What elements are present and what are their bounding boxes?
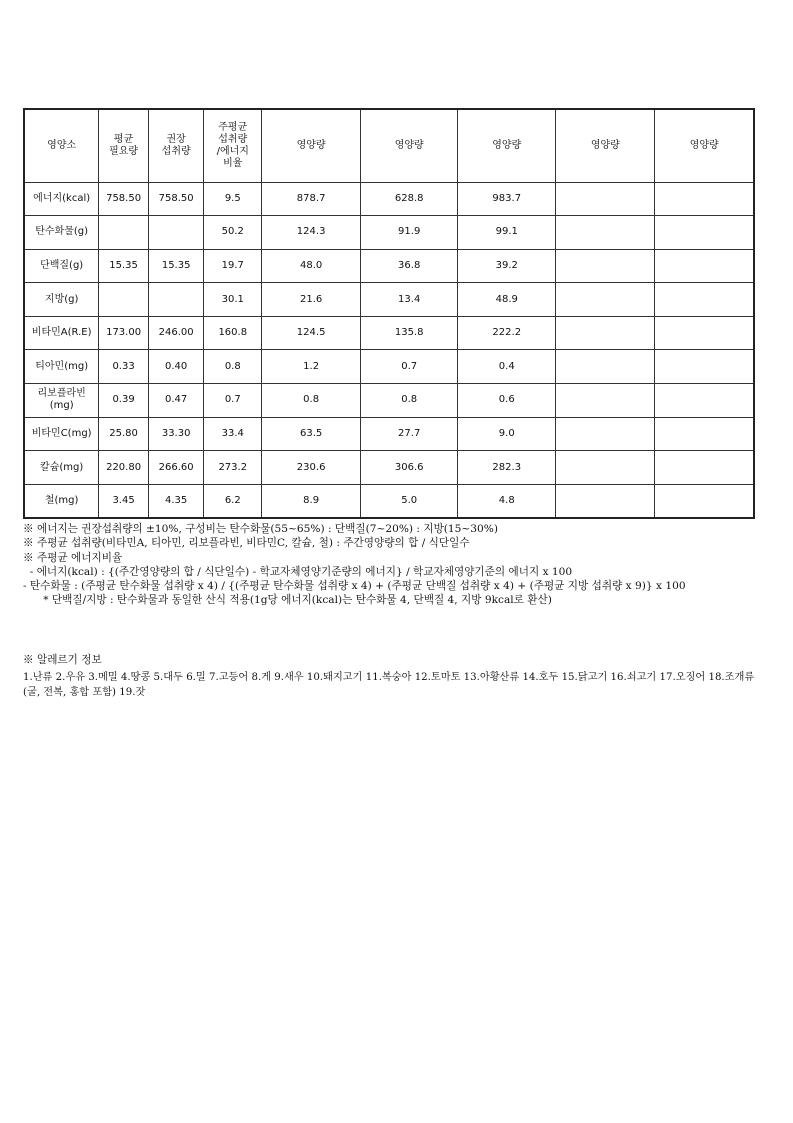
header-weekly-avg-intake: 주평균 섭취량 /에너지 비율: [204, 109, 262, 182]
value-cell: 9.0: [458, 417, 556, 451]
value-cell: 63.5: [262, 417, 361, 451]
value-cell: 5.0: [361, 484, 458, 518]
value-cell: 160.8: [204, 316, 262, 350]
value-cell: [655, 417, 754, 451]
table-row: [24, 350, 754, 384]
value-cell: [556, 249, 655, 283]
value-cell: [148, 283, 204, 317]
value-cell: 13.4: [361, 283, 458, 317]
note-energy: ※ 에너지는 권장섭취량의 ±10%, 구성비는 탄수화물(55~65%) : 단백질(7~20%) : 지방(15~30%): [23, 523, 498, 535]
table-row: [24, 484, 754, 518]
value-cell: [556, 283, 655, 317]
value-cell: 48.0: [262, 249, 361, 283]
nutrient-name-cell: 티아민(mg): [24, 350, 99, 384]
nutrient-name-cell: 지방(g): [24, 283, 99, 317]
table-header-row: [24, 109, 754, 182]
value-cell: 306.6: [361, 451, 458, 485]
value-cell: 0.33: [99, 350, 149, 384]
value-cell: 135.8: [361, 316, 458, 350]
value-cell: 39.2: [458, 249, 556, 283]
value-cell: [556, 216, 655, 250]
header-nutrition-2: 영양량: [361, 109, 458, 182]
table-row: [24, 216, 754, 250]
value-cell: 983.7: [458, 182, 556, 216]
note-carb-formula: - 탄수화물 : (주평균 탄수화물 섭취량 x 4) / {(주평균 탄수화물 섭취량 x 4) + (주평균 단백질 섭취량 x 4) + (주평균 지방 섭취량 x 9)} x 100: [23, 580, 686, 593]
note-weekly-avg: ※ 주평균 섭취량(비타민A, 티아민, 리보플라빈, 비타민C, 칼슘, 철) : 주간영양량의 합 / 식단일수: [23, 537, 470, 550]
allergy-title: ※ 알레르기 정보: [23, 654, 102, 666]
nutrient-name-cell: 칼슘(mg): [24, 451, 99, 485]
value-cell: 0.7: [361, 350, 458, 384]
value-cell: [556, 484, 655, 518]
header-nutrient: 영양소: [24, 109, 99, 182]
value-cell: [655, 249, 754, 283]
value-cell: 0.39: [99, 384, 149, 418]
header-nutrition-4: 영양량: [556, 109, 655, 182]
value-cell: 0.47: [148, 384, 204, 418]
value-cell: [148, 216, 204, 250]
value-cell: 0.8: [262, 384, 361, 418]
value-cell: 33.30: [148, 417, 204, 451]
table-row: [24, 451, 754, 485]
allergy-list: 1.난류 2.우유 3.메밀 4.땅콩 5.대두 6.밀 7.고등어 8.게 9.새우 10.돼지고기 11.복숭아 12.토마토 13.아황산류 14.호두 15.닭고기 16.쇠고기 17.오징어 18.조개류(굴, 전복, 홍합 포함) 19.잣: [23, 672, 755, 698]
value-cell: [556, 350, 655, 384]
value-cell: 628.8: [361, 182, 458, 216]
value-cell: 124.3: [262, 216, 361, 250]
value-cell: 230.6: [262, 451, 361, 485]
notes-block: [23, 522, 783, 608]
value-cell: [655, 384, 754, 418]
note-energy-ratio-title: ※ 주평균 에너지비율: [23, 551, 123, 564]
value-cell: 21.6: [262, 283, 361, 317]
value-cell: 0.4: [458, 350, 556, 384]
value-cell: 758.50: [148, 182, 204, 216]
value-cell: 758.50: [99, 182, 149, 216]
value-cell: [655, 451, 754, 485]
value-cell: [655, 216, 754, 250]
value-cell: 0.8: [204, 350, 262, 384]
header-nutrition-5: 영양량: [655, 109, 754, 182]
value-cell: [556, 316, 655, 350]
value-cell: 8.9: [262, 484, 361, 518]
value-cell: 4.35: [148, 484, 204, 518]
nutrient-name-cell: 비타민A(R.E): [24, 316, 99, 350]
value-cell: 30.1: [204, 283, 262, 317]
value-cell: [556, 182, 655, 216]
value-cell: 0.40: [148, 350, 204, 384]
value-cell: 220.80: [99, 451, 149, 485]
value-cell: 50.2: [204, 216, 262, 250]
value-cell: [99, 216, 149, 250]
table-row: [24, 384, 754, 418]
value-cell: 4.8: [458, 484, 556, 518]
value-cell: 282.3: [458, 451, 556, 485]
value-cell: [99, 283, 149, 317]
value-cell: 48.9: [458, 283, 556, 317]
value-cell: 6.2: [204, 484, 262, 518]
value-cell: 173.00: [99, 316, 149, 350]
value-cell: 15.35: [148, 249, 204, 283]
note-energy-formula: - 에너지(kcal) : {(주간영양량의 합 / 식단일수) - 학교자체영양기준량의 에너지} / 학교자체영양기준의 에너지 x 100: [23, 565, 573, 578]
nutrient-name-cell: 단백질(g): [24, 249, 99, 283]
value-cell: 33.4: [204, 417, 262, 451]
table-row: [24, 316, 754, 350]
value-cell: [655, 350, 754, 384]
value-cell: [655, 182, 754, 216]
value-cell: 246.00: [148, 316, 204, 350]
value-cell: [556, 417, 655, 451]
value-cell: [556, 451, 655, 485]
value-cell: 1.2: [262, 350, 361, 384]
nutrient-name-cell: 철(mg): [24, 484, 99, 518]
value-cell: 878.7: [262, 182, 361, 216]
table-row: [24, 417, 754, 451]
value-cell: 273.2: [204, 451, 262, 485]
value-cell: [655, 484, 754, 518]
value-cell: 3.45: [99, 484, 149, 518]
nutrient-name-cell: 에너지(kcal): [24, 182, 99, 216]
value-cell: [655, 283, 754, 317]
value-cell: 27.7: [361, 417, 458, 451]
value-cell: 124.5: [262, 316, 361, 350]
header-nutrition-3: 영양량: [458, 109, 556, 182]
value-cell: 0.8: [361, 384, 458, 418]
value-cell: 36.8: [361, 249, 458, 283]
value-cell: 0.7: [204, 384, 262, 418]
value-cell: 15.35: [99, 249, 149, 283]
table-row: [24, 182, 754, 216]
value-cell: 19.7: [204, 249, 262, 283]
value-cell: [556, 384, 655, 418]
value-cell: 222.2: [458, 316, 556, 350]
value-cell: 0.6: [458, 384, 556, 418]
nutrition-table: [23, 108, 755, 519]
header-avg-requirement: 평균 필요량: [99, 109, 149, 182]
value-cell: 99.1: [458, 216, 556, 250]
nutrient-name-cell: 탄수화물(g): [24, 216, 99, 250]
table-row: [24, 249, 754, 283]
value-cell: 266.60: [148, 451, 204, 485]
header-nutrition-1: 영양량: [262, 109, 361, 182]
value-cell: 9.5: [204, 182, 262, 216]
table-row: [24, 283, 754, 317]
header-recommended-intake: 권장 섭취량: [148, 109, 204, 182]
note-protein-fat: * 단백질/지방 : 탄수화물과 동일한 산식 적용(1g당 에너지(kcal)는 탄수화물 4, 단백질 4, 지방 9kcal로 환산): [23, 594, 552, 607]
value-cell: 91.9: [361, 216, 458, 250]
nutrient-name-cell: 리보플라빈 (mg): [24, 384, 99, 418]
nutrient-name-cell: 비타민C(mg): [24, 417, 99, 451]
value-cell: [655, 316, 754, 350]
value-cell: 25.80: [99, 417, 149, 451]
